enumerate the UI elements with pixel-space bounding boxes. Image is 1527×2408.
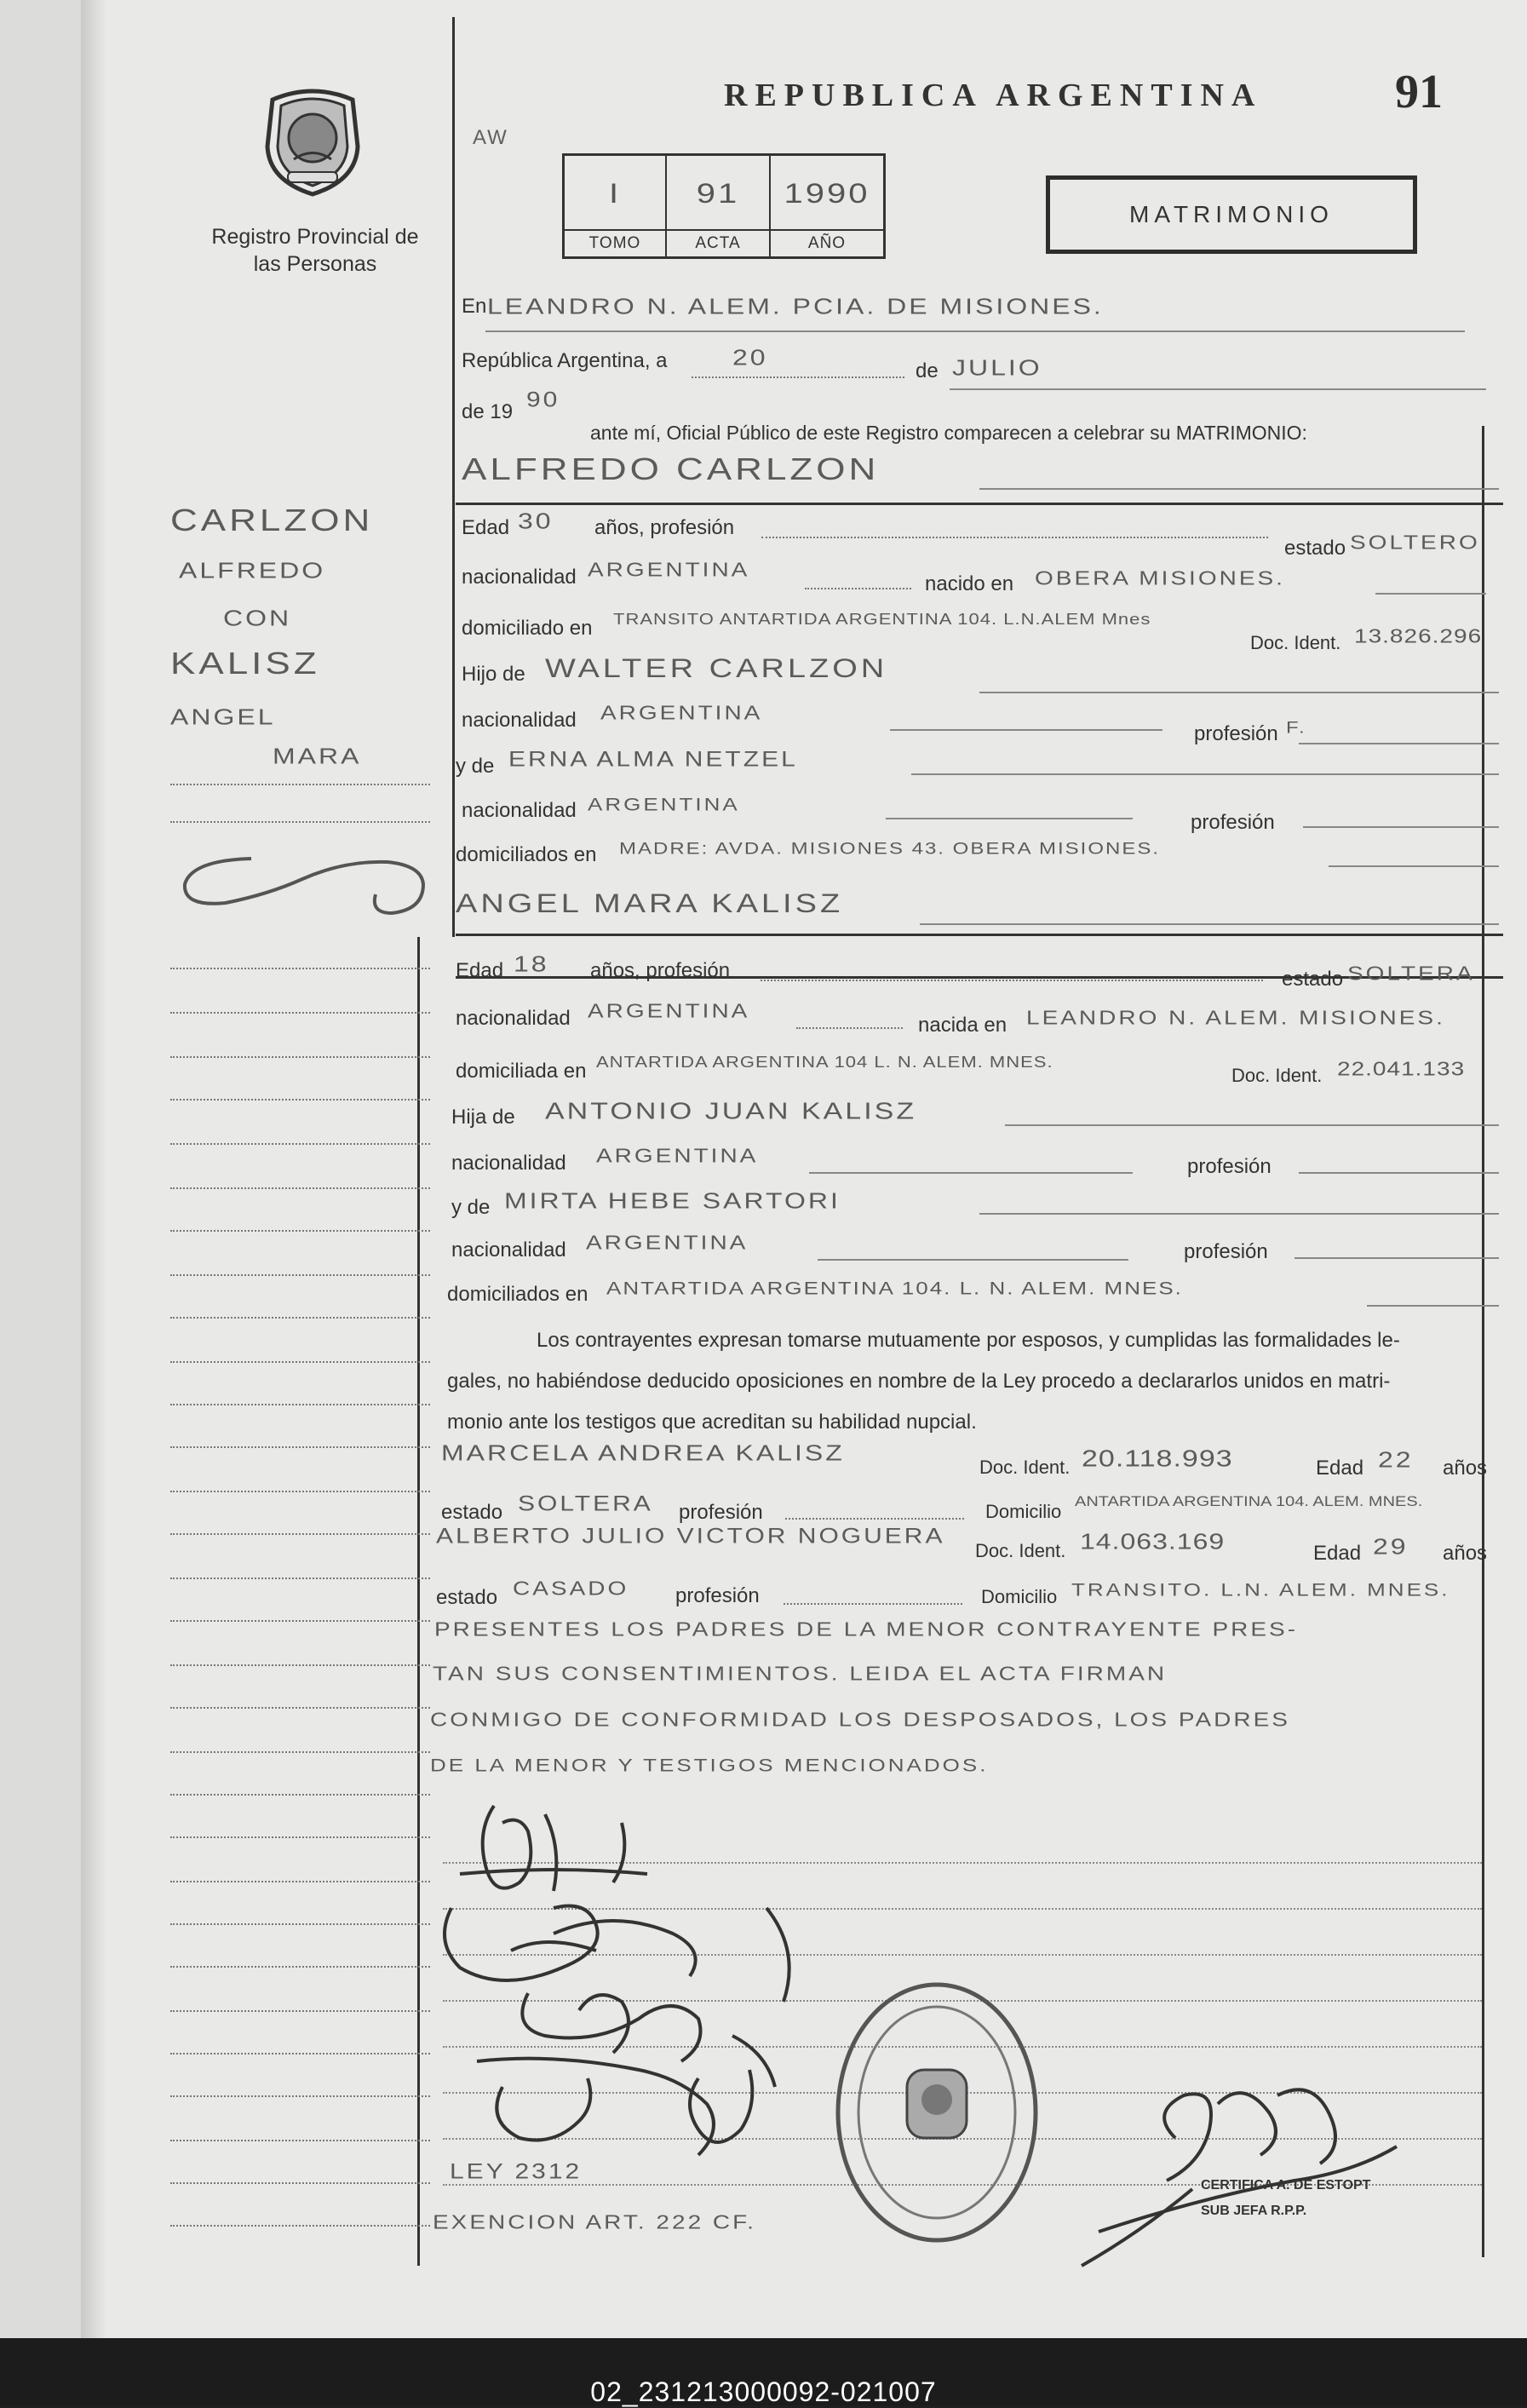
groom-profession-label: años, profesión bbox=[594, 516, 735, 539]
groom-nationality-value: ARGENTINA bbox=[588, 558, 750, 581]
exemption-note: EXENCION ART. 222 CF. bbox=[433, 2210, 756, 2233]
ruled-line bbox=[170, 1923, 430, 1925]
bride-name-line bbox=[920, 923, 1499, 925]
groom-domicile-label: domiciliado en bbox=[462, 617, 593, 640]
right-margin-line bbox=[1482, 426, 1484, 2257]
bride-parents-domicile-label: domiciliados en bbox=[447, 1283, 588, 1306]
ruled-line bbox=[170, 1404, 430, 1405]
ruled-line bbox=[170, 2140, 430, 2141]
bride-doc-label: Doc. Ident. bbox=[1231, 1065, 1323, 1086]
groom-domicile-value: TRANSITO ANTARTIDA ARGENTINA 104. L.N.ALEM Mnes bbox=[613, 610, 1151, 629]
ruled-line bbox=[170, 2095, 430, 2097]
groom-profession-line bbox=[761, 537, 1268, 538]
bride-nationality-line bbox=[796, 1027, 903, 1029]
declaration-line-1: Los contrayentes expresan tomarse mutuamente por esposos, y cumplidas las formalidades le- bbox=[537, 1329, 1400, 1352]
bride-nationality-value: ARGENTINA bbox=[588, 999, 750, 1022]
groom-nationality-label: nacionalidad bbox=[462, 566, 577, 589]
witness2-age-label: Edad bbox=[1313, 1542, 1362, 1565]
bride-born-label: nacida en bbox=[918, 1014, 1007, 1037]
bride-age-label: Edad bbox=[456, 959, 504, 982]
ruled-line bbox=[170, 1143, 430, 1145]
ruled-line bbox=[170, 2182, 430, 2184]
bride-mother-nat-label: nacionalidad bbox=[451, 1238, 566, 1261]
tomo-label: TOMO bbox=[588, 234, 641, 252]
bride-father-value: ANTONIO JUAN KALISZ bbox=[545, 1098, 917, 1125]
groom-doc-label: Doc. Ident. bbox=[1250, 632, 1341, 653]
groom-mother-line bbox=[911, 773, 1499, 775]
bride-age-value: 18 bbox=[514, 951, 549, 977]
groom-name-line bbox=[979, 488, 1499, 490]
observation-line-4: DE LA MENOR Y TESTIGOS MENCIONADOS. bbox=[430, 1754, 989, 1776]
ruled-line bbox=[170, 1620, 430, 1622]
record-reference-table bbox=[562, 153, 886, 259]
ano-value: 1990 bbox=[784, 178, 870, 210]
ruled-line bbox=[170, 1012, 430, 1014]
groom-father-line bbox=[979, 692, 1499, 693]
binding-shadow bbox=[81, 0, 106, 2338]
bride-mother-prof-label: profesión bbox=[1184, 1240, 1268, 1263]
witness1-prof-label: profesión bbox=[679, 1501, 763, 1524]
bride-parents-domicile-line bbox=[1367, 1305, 1499, 1307]
groom-status-value: SOLTERO bbox=[1350, 531, 1480, 554]
witness1-doc-label: Doc. Ident. bbox=[979, 1457, 1071, 1478]
groom-father-label: Hijo de bbox=[462, 663, 525, 686]
index-con: CON bbox=[223, 605, 292, 631]
witness2-prof-label: profesión bbox=[675, 1584, 760, 1607]
month-label: de bbox=[916, 359, 939, 382]
groom-age-label: Edad bbox=[462, 516, 510, 539]
groom-parents-domicile-label: domiciliados en bbox=[456, 843, 597, 866]
ruled-line bbox=[170, 1187, 430, 1189]
ruled-line bbox=[170, 1836, 430, 1838]
ruled-line bbox=[170, 1664, 430, 1666]
observation-line-1: PRESENTES LOS PADRES DE LA MENOR CONTRAYENTE PRES- bbox=[434, 1618, 1299, 1641]
official-round-seal-icon bbox=[826, 1976, 1048, 2253]
bride-mother-nat-line bbox=[818, 1259, 1128, 1261]
date-line bbox=[692, 376, 904, 378]
acta-label: ACTA bbox=[695, 234, 741, 252]
bride-mother-prof-line bbox=[1295, 1257, 1499, 1259]
month-line bbox=[950, 388, 1486, 390]
groom-status-label: estado bbox=[1284, 537, 1346, 560]
groom-father-nat-line bbox=[890, 729, 1162, 731]
declaration-line-2: gales, no habiéndose deducido oposiciones en nombre de la Ley procedo a declararlos unidos en matri- bbox=[447, 1370, 1391, 1393]
bride-domicile-label: domiciliada en bbox=[456, 1060, 587, 1083]
witness1-status-label: estado bbox=[441, 1501, 503, 1524]
ruled-line bbox=[170, 1230, 430, 1232]
bride-mother-value: MIRTA HEBE SARTORI bbox=[504, 1187, 841, 1214]
bride-father-label: Hija de bbox=[451, 1106, 515, 1129]
section-divider-1 bbox=[456, 503, 1503, 505]
witness2-years-label: años bbox=[1443, 1542, 1488, 1565]
provincial-seal-icon bbox=[255, 78, 370, 199]
groom-father-prof-label: profesión bbox=[1194, 722, 1278, 745]
bride-nationality-label: nacionalidad bbox=[456, 1007, 571, 1030]
groom-nationality-line bbox=[805, 588, 911, 589]
witness1-age-label: Edad bbox=[1316, 1457, 1364, 1480]
ruled-line bbox=[170, 1578, 430, 1579]
opening-phrase: ante mí, Oficial Público de este Registro comparecen a celebrar su MATRIMONIO: bbox=[590, 422, 1307, 444]
witness1-domicile-value: ANTARTIDA ARGENTINA 104. ALEM. MNES. bbox=[1075, 1494, 1423, 1510]
groom-father-prof-value: F. bbox=[1286, 718, 1307, 738]
groom-mother-nat-value: ARGENTINA bbox=[588, 793, 740, 815]
groom-father-nat-label: nacionalidad bbox=[462, 709, 577, 732]
groom-father-value: WALTER CARLZON bbox=[545, 653, 888, 684]
groom-mother-prof-label: profesión bbox=[1191, 811, 1275, 834]
left-page-edge bbox=[0, 0, 83, 2338]
witness1-prof-line bbox=[785, 1518, 964, 1520]
witness2-status-label: estado bbox=[436, 1586, 498, 1609]
decorative-flourish-icon bbox=[175, 843, 430, 924]
bride-parents-domicile-value: ANTARTIDA ARGENTINA 104. L. N. ALEM. MNES. bbox=[606, 1277, 1183, 1299]
witness1-name: MARCELA ANDREA KALISZ bbox=[441, 1440, 845, 1466]
bride-born-value: LEANDRO N. ALEM. MISIONES. bbox=[1026, 1006, 1445, 1029]
groom-father-nat-value: ARGENTINA bbox=[600, 701, 763, 724]
index-groom-surname: CARLZON bbox=[170, 503, 374, 538]
groom-age-value: 30 bbox=[518, 508, 554, 534]
ruled-line bbox=[170, 1491, 430, 1492]
ruled-line bbox=[170, 821, 430, 823]
place-line bbox=[485, 330, 1465, 332]
republic-label: República Argentina, a bbox=[462, 349, 668, 372]
registry-name: Registro Provincial de las Personas bbox=[211, 225, 419, 276]
groom-mother-prof-line bbox=[1303, 826, 1499, 828]
left-column-divider bbox=[452, 17, 455, 937]
bride-mother-line bbox=[979, 1213, 1499, 1215]
groom-parents-domicile-value: MADRE: AVDA. MISIONES 43. OBERA MISIONES. bbox=[619, 839, 1161, 859]
witness2-status-value: CASADO bbox=[513, 1577, 629, 1600]
witness1-years-label: años bbox=[1443, 1457, 1488, 1480]
index-bride-given2: MARA bbox=[273, 743, 362, 769]
ruled-line bbox=[170, 2053, 430, 2055]
ruled-line bbox=[170, 1274, 430, 1276]
page-title: REPUBLICA ARGENTINA bbox=[724, 78, 1263, 113]
bride-father-nat-line bbox=[809, 1172, 1133, 1174]
witness1-domicile-label: Domicilio bbox=[985, 1501, 1062, 1522]
bride-father-nat-value: ARGENTINA bbox=[596, 1144, 759, 1167]
margin-note: AW bbox=[473, 126, 508, 149]
bride-full-name: ANGEL MARA KALISZ bbox=[456, 888, 844, 919]
ruled-line bbox=[170, 1881, 430, 1882]
index-groom-given: ALFREDO bbox=[179, 557, 326, 583]
groom-born-value: OBERA MISIONES. bbox=[1035, 566, 1285, 589]
ruled-line bbox=[170, 1099, 430, 1101]
bride-profession-line bbox=[761, 980, 1263, 981]
tomo-value: I bbox=[608, 178, 622, 210]
day-value: 20 bbox=[732, 344, 768, 371]
groom-born-line bbox=[1375, 593, 1486, 595]
groom-born-label: nacido en bbox=[925, 572, 1014, 595]
witness2-doc-value: 14.063.169 bbox=[1080, 1528, 1226, 1555]
witness1-doc-value: 20.118.993 bbox=[1082, 1445, 1233, 1473]
place-label: En bbox=[462, 295, 487, 318]
observation-line-2: TAN SUS CONSENTIMIENTOS. LEIDA EL ACTA FIRMAN bbox=[433, 1662, 1168, 1685]
bride-domicile-value: ANTARTIDA ARGENTINA 104 L. N. ALEM. MNES. bbox=[596, 1053, 1053, 1072]
official-stamp-text-1: CERTIFICA A. DE ESTOPT bbox=[1201, 2178, 1371, 2192]
year-value: 90 bbox=[526, 388, 560, 412]
bride-father-nat-label: nacionalidad bbox=[451, 1152, 566, 1175]
ruled-line bbox=[170, 1794, 430, 1796]
ruled-line bbox=[170, 1533, 430, 1535]
ruled-line bbox=[170, 1361, 430, 1363]
ruled-line bbox=[170, 1966, 430, 1968]
bride-father-prof-line bbox=[1299, 1172, 1499, 1174]
matrimonio-box bbox=[1046, 175, 1417, 254]
section-divider-2 bbox=[456, 934, 1503, 936]
ruled-line bbox=[170, 2010, 430, 2012]
witness2-age-value: 29 bbox=[1373, 1533, 1409, 1560]
bride-profession-label: años, profesión bbox=[590, 959, 731, 982]
groom-mother-label: y de bbox=[456, 755, 495, 778]
groom-mother-nat-label: nacionalidad bbox=[462, 799, 577, 822]
ruled-line bbox=[170, 2225, 430, 2227]
ruled-line bbox=[170, 1056, 430, 1058]
witness2-name: ALBERTO JULIO VICTOR NOGUERA bbox=[436, 1525, 945, 1549]
place-value: LEANDRO N. ALEM. PCIA. DE MISIONES. bbox=[487, 293, 1104, 319]
ruled-line bbox=[170, 1317, 430, 1319]
groom-mother-value: ERNA ALMA NETZEL bbox=[508, 748, 798, 772]
page-number: 91 bbox=[1395, 66, 1443, 118]
index-bride-given1: ANGEL bbox=[170, 704, 276, 730]
declaration-line-3: monio ante los testigos que acreditan su habilidad nupcial. bbox=[447, 1411, 977, 1434]
law-note: LEY 2312 bbox=[450, 2160, 583, 2184]
scan-identifier: 02_231213000092-021007 bbox=[590, 2376, 937, 2407]
ano-label: AÑO bbox=[807, 234, 847, 252]
matrimonio-label: MATRIMONIO bbox=[1129, 201, 1334, 227]
bride-mother-nat-value: ARGENTINA bbox=[586, 1231, 749, 1254]
witness2-doc-label: Doc. Ident. bbox=[975, 1540, 1066, 1561]
groom-father-prof-line bbox=[1299, 743, 1499, 744]
acta-cell bbox=[667, 156, 771, 256]
month-value: JULIO bbox=[952, 354, 1042, 381]
bride-doc-value: 22.041.133 bbox=[1337, 1057, 1466, 1080]
ano-cell bbox=[771, 156, 883, 256]
bride-mother-label: y de bbox=[451, 1196, 491, 1219]
bride-father-line bbox=[1005, 1124, 1499, 1126]
observation-line-3: CONMIGO DE CONFORMIDAD LOS DESPOSADOS, LOS PADRES bbox=[430, 1708, 1290, 1731]
official-signature-icon bbox=[1073, 2061, 1431, 2287]
ruled-line bbox=[170, 1446, 430, 1448]
bride-status-label: estado bbox=[1282, 968, 1344, 991]
ruled-line bbox=[170, 968, 430, 969]
ruled-line bbox=[170, 1751, 430, 1753]
official-stamp-text-2: SUB JEFA R.P.P. bbox=[1201, 2204, 1307, 2218]
left-column-divider-lower bbox=[417, 937, 420, 2266]
groom-mother-nat-line bbox=[886, 818, 1133, 819]
acta-value: 91 bbox=[696, 178, 740, 210]
witness2-domicile-label: Domicilio bbox=[981, 1586, 1058, 1607]
groom-doc-value: 13.826.296 bbox=[1354, 624, 1483, 647]
tomo-cell bbox=[565, 156, 667, 256]
witness2-domicile-value: TRANSITO. L.N. ALEM. MNES. bbox=[1071, 1578, 1450, 1601]
ruled-line bbox=[170, 1707, 430, 1709]
year-prefix: de 19 bbox=[462, 400, 514, 423]
witness1-status-value: SOLTERA bbox=[518, 1492, 653, 1516]
witness2-prof-line bbox=[784, 1603, 962, 1605]
bride-status-value: SOLTERA bbox=[1347, 962, 1475, 985]
groom-parents-domicile-line bbox=[1329, 865, 1499, 867]
index-bride-surname: KALISZ bbox=[170, 647, 320, 681]
witness1-age-value: 22 bbox=[1378, 1446, 1414, 1473]
ruled-line bbox=[170, 784, 430, 785]
groom-full-name: ALFREDO CARLZON bbox=[462, 452, 880, 487]
bride-father-prof-label: profesión bbox=[1187, 1155, 1272, 1178]
